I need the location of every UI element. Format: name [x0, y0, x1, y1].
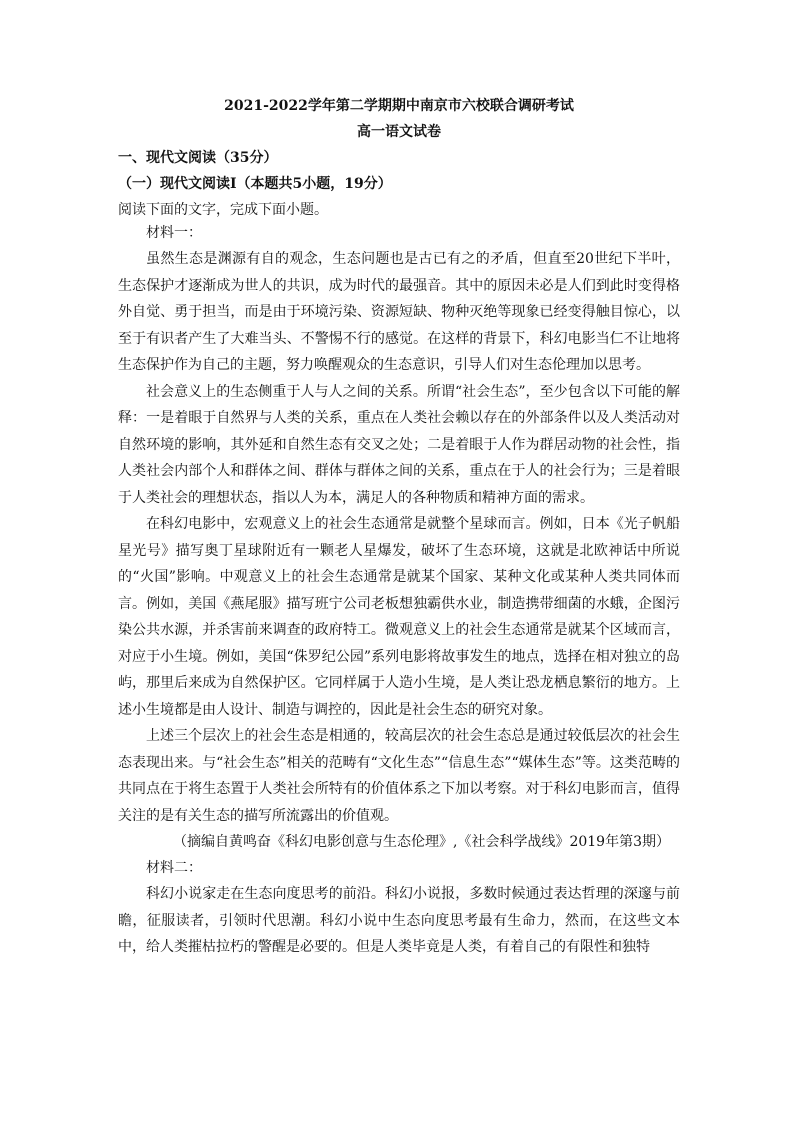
material-one-paragraph: 社会意义上的生态侧重于人与人之间的关系。所谓“社会生态”，至少包含以下可能的解释：一是着眼于自然界与人类的关系，重点在人类社会赖以存在的外部条件以及人类活动对自然环境的影响，其外延和自然生态有交叉之处；二是着眼于人作为群居动物的社会性，指人类社会内部个人和群体之间、群体与群体之间的关系，重点在于人的社会行为；三是着眼于人类社会的理想状态，指以人为本，满足人的各种物质和精神方面的需求。 — [118, 383, 680, 506]
material-two-paragraph: 科幻小说家走在生态向度思考的前沿。科幻小说报，多数时候通过表达哲理的深邃与前瞻，征服读者，引领时代思潮。科幻小说中生态向度思考最有生命力，然而，在这些文本中，给人类摧枯拉朽的警醒是必要的。但是人类毕竟是人类，有着自己的有限性和独特 — [118, 886, 680, 955]
subsection-heading: （一）现代文阅读Ⅰ（本题共5小题，19分） — [118, 176, 392, 192]
material-one-paragraph: 虽然生态是渊源有自的观念，生态问题也是古已有之的矛盾，但直至20世纪下半叶，生态保护才逐渐成为世人的共识，成为时代的最强音。其中的原因未必是人们到此时变得格外自觉、勇于担当，而是由于环境污染、资源短缺、物种灭绝等现象已经变得触目惊心，以至于有识者产生了大难当头、不警惕不行的感觉。在这样的背景下，科幻电影当仁不让地将生态保护作为自己的主题，努力唤醒观众的生态意识，引导人们对生态伦理加以思考。 — [118, 251, 680, 373]
exam-title: 2021-2022学年第二学期期中南京市六校联合调研考试 — [224, 98, 574, 114]
material-one-source: （摘编自黄鸣奋《科幻电影创意与生态伦理》,《社会科学战线》2019年第3期） — [173, 834, 670, 850]
instruction-text: 阅读下面的文字，完成下面小题。 — [118, 202, 328, 218]
exam-page — [118, 96, 680, 961]
material-one-label: 材料一： — [146, 225, 202, 241]
section-heading: 一、现代文阅读（35分） — [118, 150, 278, 166]
material-one-paragraph: 在科幻电影中，宏观意义上的社会生态通常是就整个星球而言。例如，日本《光子帆船星光号》描写奥丁星球附近有一颗老人星爆发，破坏了生态环境，这就是北欧神话中所说的“火国”影响。中观意义上的社会生态通常是就某个国家、某种文化或某种人类共同体而言。例如，美国《燕尾服》描写班宁公司老板想独霸供水业，制造携带细菌的水蛾，企图污染公共水源，并杀害前来调查的政府特工。微观意义上的社会生态通常是就某个区域而言，对应于小生境。例如，美国“侏罗纪公园”系列电影将故事发生的地点，选择在相对独立的岛屿，那里后来成为自然保护区。它同样属于人造小生境，是人类让恐龙栖息繁衍的地方。上述小生境都是由人设计、制造与调控的，因此是社会生态的研究对象。 — [118, 516, 680, 718]
material-two-label: 材料二： — [146, 860, 202, 876]
material-one-paragraph: 上述三个层次上的社会生态是相通的，较高层次的社会生态总是通过较低层次的社会生态表现出来。与“社会生态”相关的范畴有“文化生态”“信息生态”“媒体生态”等。这类范畴的共同点在于将生态置于人类社会所特有的价值体系之下加以考察。对于科幻电影而言，值得关注的是有关生态的描写所流露出的价值观。 — [118, 728, 680, 824]
exam-subtitle: 高一语文试卷 — [357, 124, 441, 140]
